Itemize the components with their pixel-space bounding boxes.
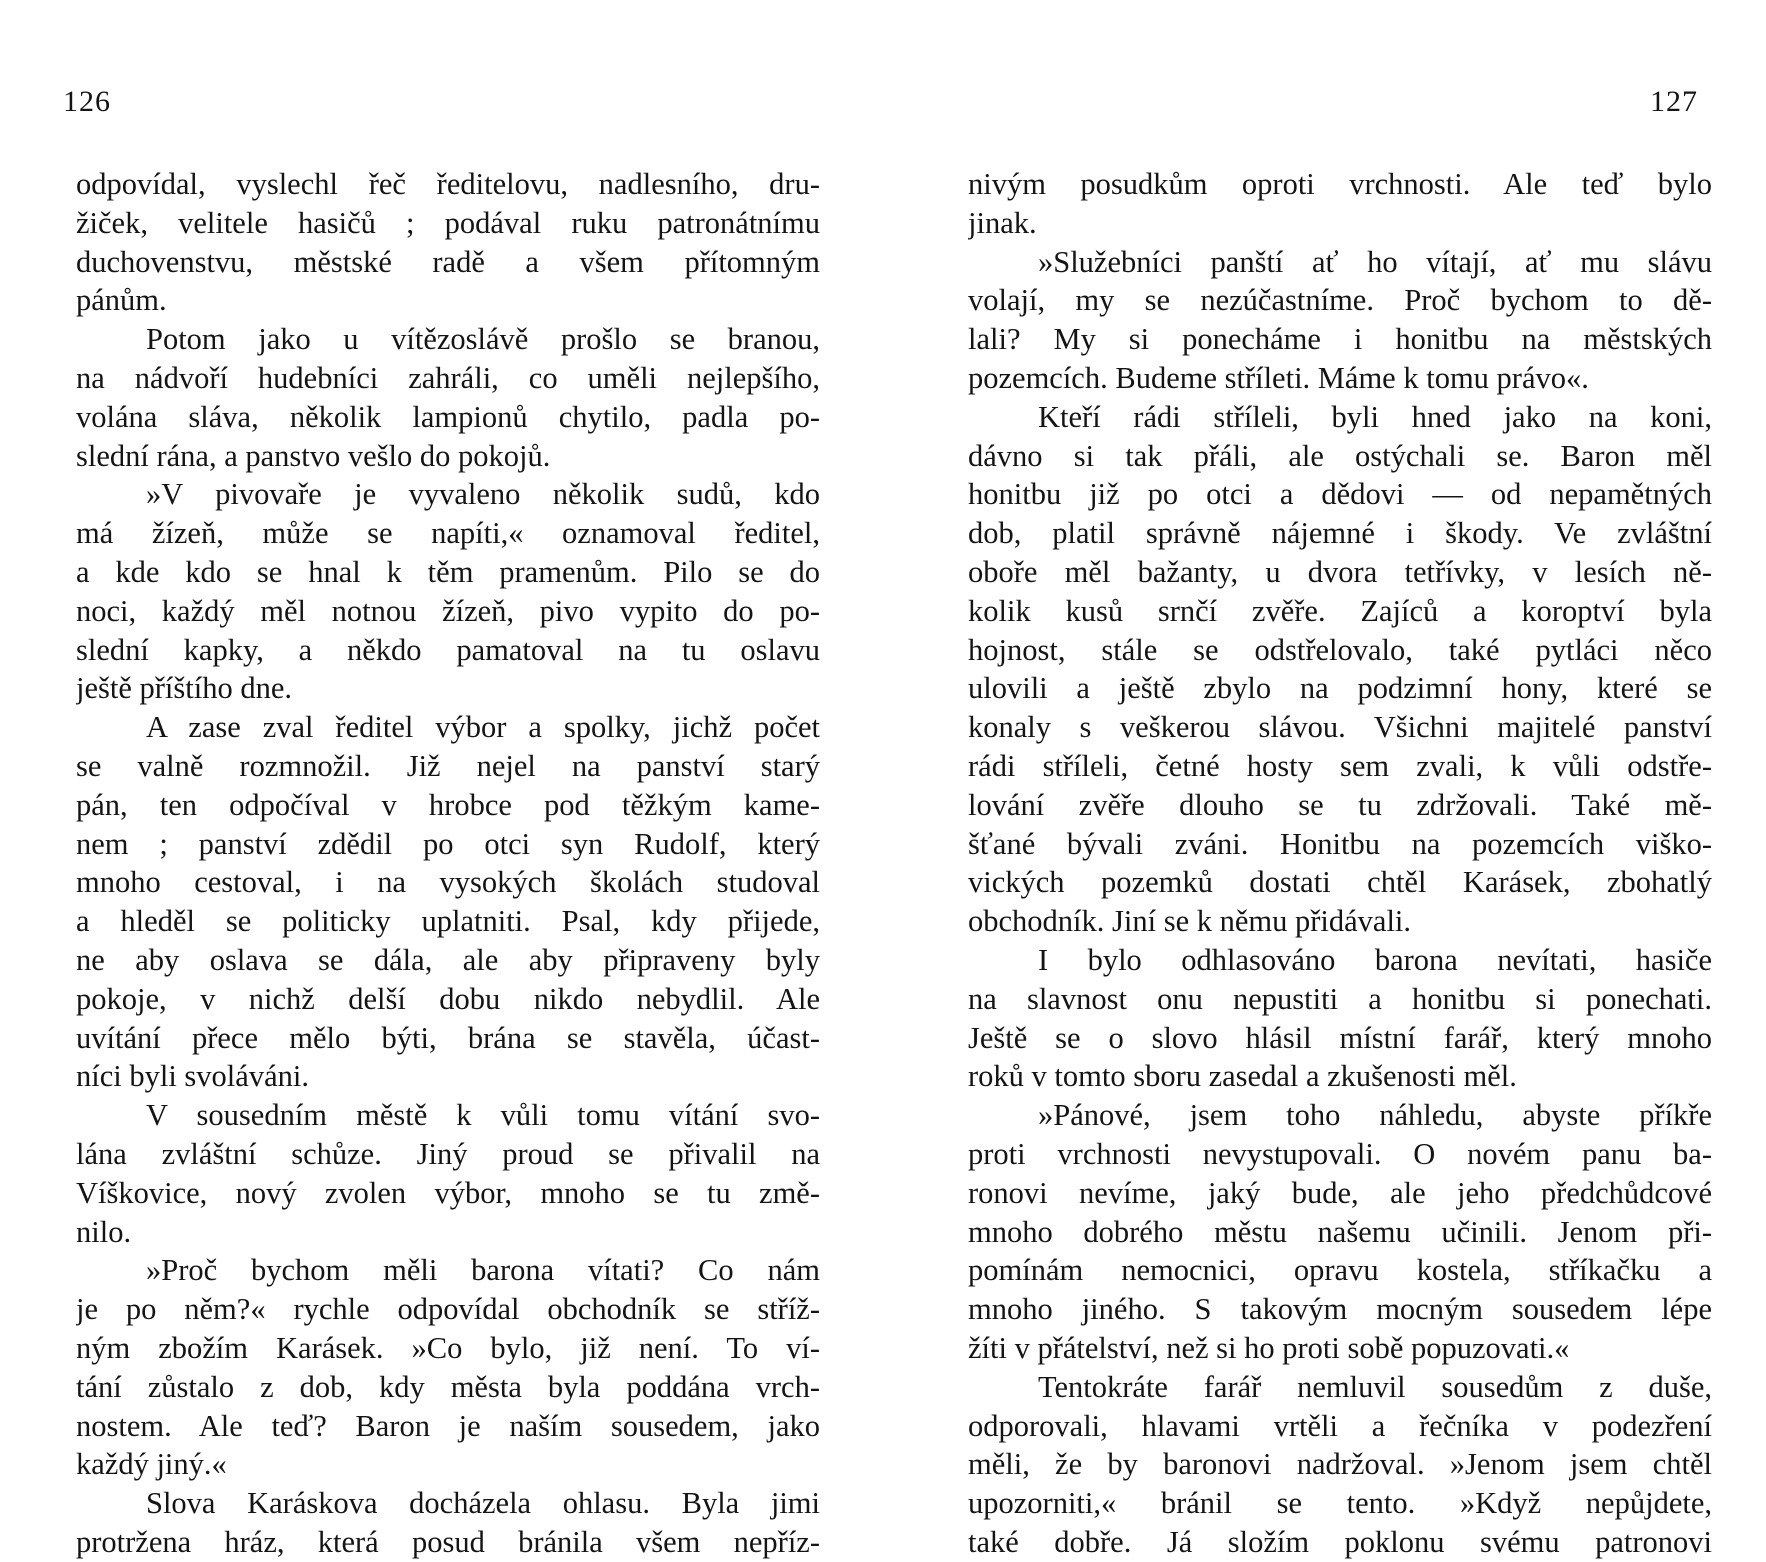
text-line: dávno si tak přáli, ale ostýchali se. Baron měl xyxy=(968,438,1712,473)
right-page-text xyxy=(968,165,1712,1562)
text-line: ným zbožím Karásek. »Co bylo, již není. To ví- xyxy=(76,1330,820,1365)
text-line: také dobře. Já složím poklonu svému patronovi xyxy=(968,1524,1712,1559)
text-line: nivým posudkům oproti vrchnosti. Ale teď bylo xyxy=(968,167,1712,201)
text-line: duchovenstvu, městské radě a všem přítomným xyxy=(76,244,820,279)
text-line: šťané bývali zváni. Honitbu na pozemcích viško- xyxy=(968,826,1712,861)
text-line: Kteří rádi stříleli, byli hned jako na koni, xyxy=(1038,399,1712,434)
text-line: obchodník. Jiní se k němu přidávali. xyxy=(968,904,1412,939)
text-line: na slavnost onu nepustiti a honitbu si ponechati. xyxy=(968,981,1712,1016)
text-line: pán, ten odpočíval v hrobce pod těžkým kame- xyxy=(76,787,820,822)
text-line: Slova Karáskova docházela ohlasu. Byla jimi xyxy=(146,1486,820,1521)
text-line: každý jiný.« xyxy=(76,1447,227,1482)
text-line: vických pozemků dostati chtěl Karásek, zbohatlý xyxy=(968,865,1712,900)
text-line: slední kapky, a někdo pamatoval na tu oslavu xyxy=(76,632,820,667)
text-line: ronovi nevíme, jaký bude, ale jeho předchůdcové xyxy=(968,1175,1712,1210)
text-line: V sousedním městě k vůli tomu vítání svo- xyxy=(146,1098,820,1133)
text-line: je po něm?« rychle odpovídal obchodník se stříž- xyxy=(76,1292,820,1327)
text-line: odporovali, hlavami vrtěli a řečníka v podezření xyxy=(968,1408,1712,1443)
text-line: konaly s veškerou slávou. Všichni majitelé panství xyxy=(968,710,1712,745)
text-line: protržena hráz, která posud bránila všem nepříz- xyxy=(76,1524,820,1559)
text-line: Ještě se o slovo hlásil místní farář, který mnoho xyxy=(968,1020,1712,1055)
text-line: upozorniti,« bránil se tento. »Když nepůjdete, xyxy=(968,1486,1712,1521)
text-line: nilo. xyxy=(76,1214,132,1249)
text-line: hojnost, stále se odstřelovalo, také pytláci něco xyxy=(968,632,1712,667)
page-number-left: 126 xyxy=(63,85,111,118)
text-line: pánům. xyxy=(76,283,167,318)
text-line: se valně rozmnožil. Již nejel na panství starý xyxy=(76,748,820,783)
text-line: má žízeň, může se napíti,« oznamoval ředitel, xyxy=(76,516,820,551)
text-line: »V pivovaře je vyvaleno několik sudů, kdo xyxy=(146,477,820,512)
text-line: pokoje, v nichž delší dobu nikdo nebydlil. Ale xyxy=(76,981,820,1016)
text-line: A zase zval ředitel výbor a spolky, jichž počet xyxy=(146,710,820,745)
text-line: rádi stříleli, četné hosty sem zvali, k vůli odstře- xyxy=(968,748,1712,783)
text-line: I bylo odhlasováno barona nevítati, hasiče xyxy=(1038,942,1712,977)
text-line: měli, že by baronovi nadržoval. »Jenom jsem chtěl xyxy=(968,1447,1712,1482)
text-line: Víškovice, nový zvolen výbor, mnoho se tu změ- xyxy=(76,1175,820,1210)
text-line: Tentokráte farář nemluvil sousedům z duše, xyxy=(1038,1369,1712,1404)
text-line: odpovídal, vyslechl řeč ředitelovu, nadlesního, dru- xyxy=(76,167,820,201)
text-line: ulovili a ještě zbylo na podzimní hony, které se xyxy=(968,671,1712,706)
text-line: pomínám nemocnici, opravu kostela, stříkačku a xyxy=(968,1253,1712,1288)
text-line: lali? My si ponecháme i honitbu na městských xyxy=(968,322,1712,357)
text-line: žiček, velitele hasičů ; podával ruku patronátnímu xyxy=(76,205,820,240)
text-line: ne aby oslava se dála, ale aby připraveny byly xyxy=(76,942,820,977)
text-line: níci byli svoláváni. xyxy=(76,1059,309,1094)
text-line: a kde kdo se hnal k těm pramenům. Pilo se do xyxy=(76,554,820,589)
text-line: slední rána, a panstvo vešlo do pokojů. xyxy=(76,438,551,473)
text-line: pozemcích. Budeme stříleti. Máme k tomu právo«. xyxy=(968,360,1589,395)
text-line: Potom jako u vítězoslávě prošlo se branou, xyxy=(146,322,820,357)
text-line: honitbu již po otci a dědovi — od nepamětných xyxy=(968,477,1712,512)
text-line: uvítání přece mělo býti, brána se stavěla, účast- xyxy=(76,1020,820,1055)
text-line: kolik kusů srnčí zvěře. Zajíců a koroptví byla xyxy=(968,593,1712,628)
left-page xyxy=(0,0,883,1559)
text-line: mnoho dobrého městu našemu učinili. Jenom při- xyxy=(968,1214,1712,1249)
text-line: proti vrchnosti nevystupovali. O novém panu ba- xyxy=(968,1136,1712,1171)
text-line: volají, my se nezúčastníme. Proč bychom to dě- xyxy=(968,283,1712,318)
text-line: volána sláva, několik lampionů chytilo, padla po- xyxy=(76,399,820,434)
text-line: noci, každý měl notnou žízeň, pivo vypito do po- xyxy=(76,593,820,628)
text-line: ještě příštího dne. xyxy=(76,671,293,706)
text-line: žíti v přátelství, než si ho proti sobě popuzovati.« xyxy=(968,1330,1570,1365)
page-number-right: 127 xyxy=(1650,85,1698,118)
text-line: roků v tomto sboru zasedal a zkušenosti měl. xyxy=(968,1059,1517,1094)
text-line: nostem. Ale teď? Baron je naším sousedem, jako xyxy=(76,1408,820,1443)
text-line: nem ; panství zdědil po otci syn Rudolf, který xyxy=(76,826,820,861)
right-page xyxy=(883,0,1766,1559)
text-line: »Služebníci panští ať ho vítají, ať mu slávu xyxy=(1038,244,1712,279)
text-line: mnoho jiného. S takovým mocným sousedem lépe xyxy=(968,1292,1712,1327)
text-line: oboře měl bažanty, u dvora tetřívky, v lesích ně- xyxy=(968,554,1712,589)
left-page-text xyxy=(76,165,820,1562)
text-line: lování zvěře dlouho se tu zdržovali. Také mě- xyxy=(968,787,1712,822)
text-line: mnoho cestoval, i na vysokých školách studoval xyxy=(76,865,820,900)
text-line: na nádvoří hudebníci zahráli, co uměli nejlepšího, xyxy=(76,360,820,395)
text-line: »Pánové, jsem toho náhledu, abyste příkře xyxy=(1038,1098,1712,1133)
text-line: tání zůstalo z dob, kdy města byla poddána vrch- xyxy=(76,1369,820,1404)
text-line: lána zvláštní schůze. Jiný proud se přivalil na xyxy=(76,1136,820,1171)
text-line: »Proč bychom měli barona vítati? Co nám xyxy=(146,1253,820,1288)
text-line: jinak. xyxy=(968,205,1037,240)
text-line: dob, platil správně nájemné i škody. Ve zvláštní xyxy=(968,516,1712,551)
text-line: a hleděl se politicky uplatniti. Psal, kdy přijede, xyxy=(76,904,820,939)
